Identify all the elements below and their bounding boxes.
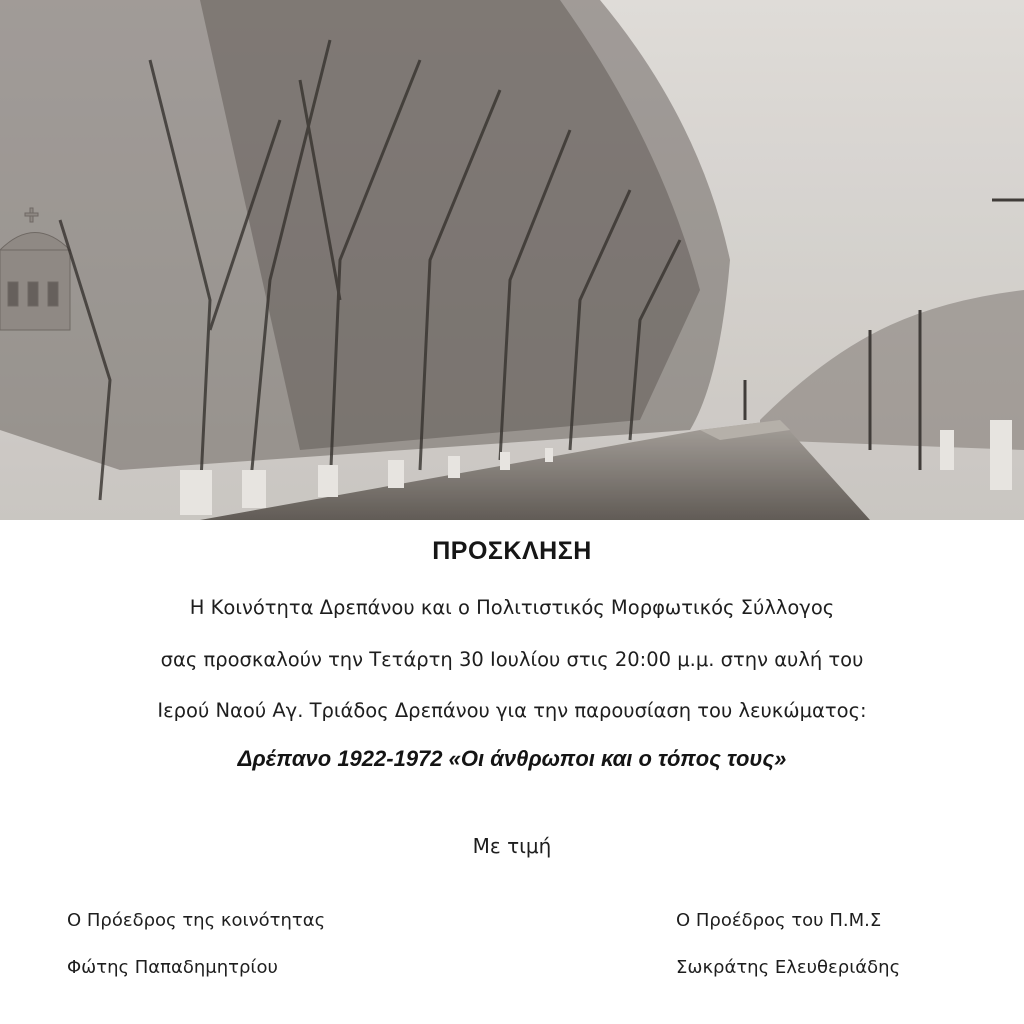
right-signatory-role: Ο Προέδρος του Π.Μ.Σ: [676, 910, 882, 931]
book-title: Δρέπανο 1922-1972 «Οι άνθρωποι και ο τόπος τους»: [237, 746, 787, 771]
invitation-text-line-3: Ιερού Ναού Αγ. Τριάδος Δρεπάνου για την παρουσίαση του λευκώματος:: [157, 699, 867, 722]
invitation-text-line-2: σας προσκαλούν την Τετάρτη 30 Ιουλίου στις 20:00 μ.μ. στην αυλή του: [160, 648, 864, 671]
invitation-text-line-1: Η Κοινότητα Δρεπάνου και ο Πολιτιστικός Μορφωτικός Σύλλογος: [189, 596, 835, 619]
left-signatory-role: Ο Πρόεδρος της κοινότητας: [67, 910, 326, 931]
left-signatory-name: Φώτης Παπαδημητρίου: [67, 957, 278, 978]
invitation-title: ΠΡΟΣΚΛΗΣΗ: [432, 537, 592, 565]
closing-text: Με τιμή: [472, 834, 552, 858]
right-signatory-name: Σωκράτης Ελευθεριάδης: [676, 957, 901, 978]
